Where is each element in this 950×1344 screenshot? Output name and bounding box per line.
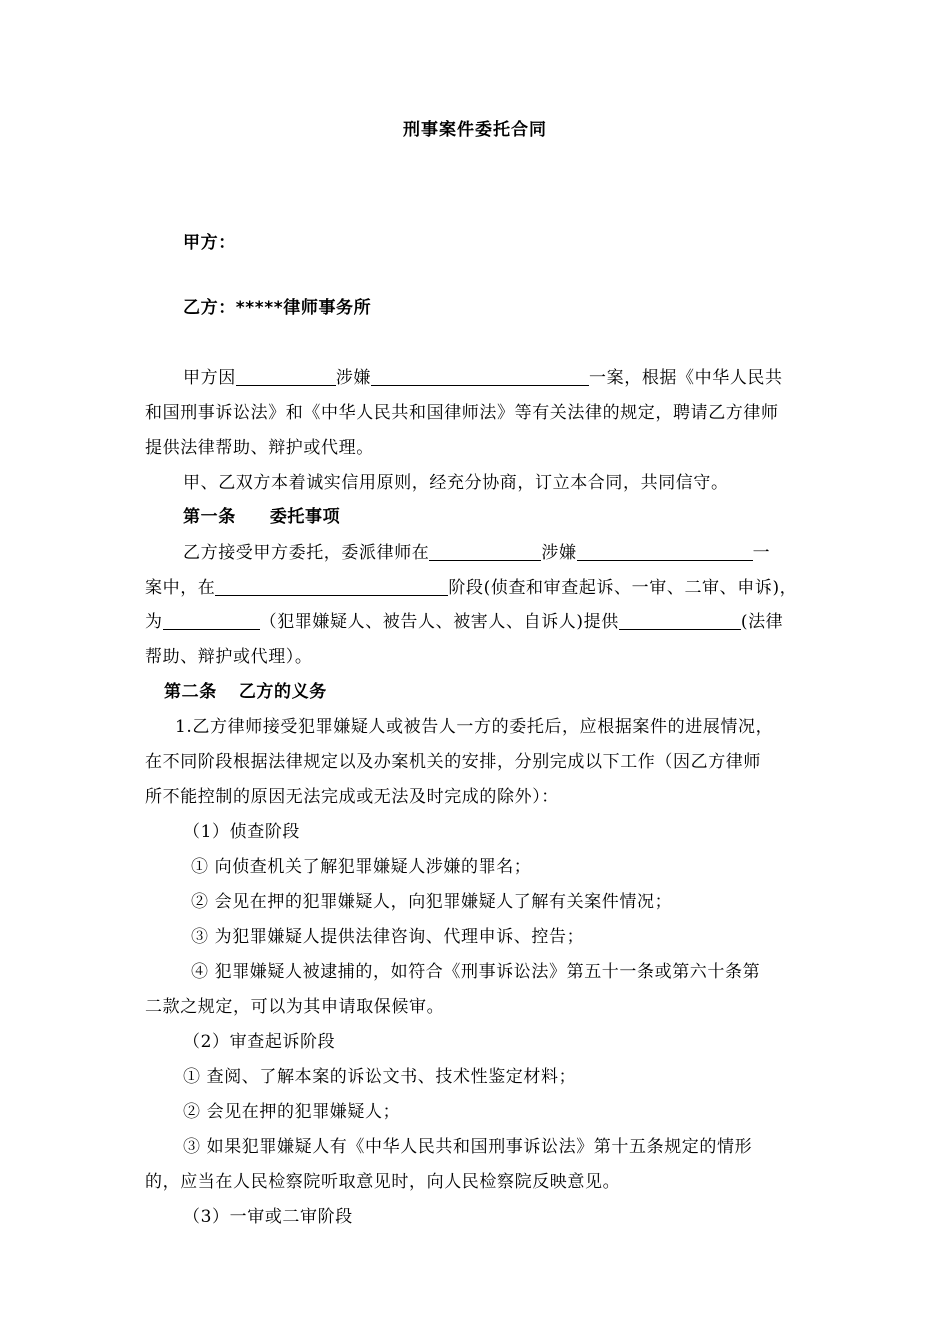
document-title: 刑事案件委托合同 [403, 120, 547, 140]
stage-1-heading: （1）侦查阶段 [183, 822, 301, 842]
stage-1-item-4-line-2: 二款之规定，可以为其申请取保候审。 [145, 997, 445, 1017]
stage-2-item-3-line-1: ③ 如果犯罪嫌疑人有《中华人民共和国刑事诉讼法》第十五条规定的情形 [183, 1137, 753, 1157]
stage-2-item-2: ② 会见在押的犯罪嫌疑人； [183, 1102, 401, 1122]
article-1-line-1: 乙方接受甲方委托，委派律师在 涉嫌 一 [183, 543, 771, 563]
article-2-item-1-line-1: 1.乙方律师接受犯罪嫌疑人或被告人一方的委托后，应根据案件的进展情况， [175, 717, 774, 737]
article-1-line-3: 为 （犯罪嫌疑人、被告人、被害人、自诉人)提供 (法律 [145, 612, 784, 632]
article-2-heading: 第二条 乙方的义务 [164, 682, 327, 702]
blank-lawyer-name [429, 543, 541, 561]
article-1-heading: 第一条 委托事项 [183, 507, 341, 527]
stage-2-heading: （2）审查起诉阶段 [183, 1032, 336, 1052]
stage-2-item-1: ① 查阅、了解本案的诉讼文书、技术性鉴定材料； [183, 1067, 577, 1087]
blank-service [619, 612, 741, 630]
preamble-line-1: 甲方因 涉嫌 一案，根据《中华人民共 [183, 368, 783, 388]
preamble-line-3: 提供法律帮助、辩护或代理。 [145, 438, 374, 458]
article-1-line-4: 帮助、辩护或代理）。 [145, 647, 313, 667]
stage-1-item-3: ③ 为犯罪嫌疑人提供法律咨询、代理申诉、控告； [191, 927, 585, 947]
stage-3-heading: （3）一审或二审阶段 [183, 1207, 353, 1227]
party-a-label: 甲方： [183, 233, 236, 253]
article-2-item-1-line-3: 所不能控制的原因无法完成或无法及时完成的除外）： [145, 787, 559, 807]
stage-1-item-4-line-1: ④ 犯罪嫌疑人被逮捕的，如符合《刑事诉讼法》第五十一条或第六十条第 [191, 962, 761, 982]
article-1-line-2: 案中，在 阶段(侦查和审查起诉、一审、二审、申诉)， [145, 578, 798, 598]
stage-2-item-3-line-2: 的，应当在人民检察院听取意见时，向人民检察院反映意见。 [145, 1172, 621, 1192]
blank-charge [371, 368, 589, 386]
stage-1-item-2: ② 会见在押的犯罪嫌疑人，向犯罪嫌疑人了解有关案件情况； [191, 892, 673, 912]
blank-charge-2 [577, 543, 753, 561]
preamble-paragraph-2: 甲、乙双方本着诚实信用原则，经充分协商，订立本合同，共同信守。 [183, 473, 729, 493]
article-2-item-1-line-2: 在不同阶段根据法律规定以及办案机关的安排，分别完成以下工作（因乙方律师 [145, 752, 761, 772]
blank-role [163, 612, 260, 630]
preamble-line-2: 和国刑事诉讼法》和《中华人民共和国律师法》等有关法律的规定，聘请乙方律师 [145, 403, 779, 423]
blank-stage [215, 578, 448, 596]
party-b-label: 乙方：*****律师事务所 [183, 298, 372, 318]
stage-1-item-1: ① 向侦查机关了解犯罪嫌疑人涉嫌的罪名； [191, 857, 532, 877]
blank-party-name [236, 368, 336, 386]
